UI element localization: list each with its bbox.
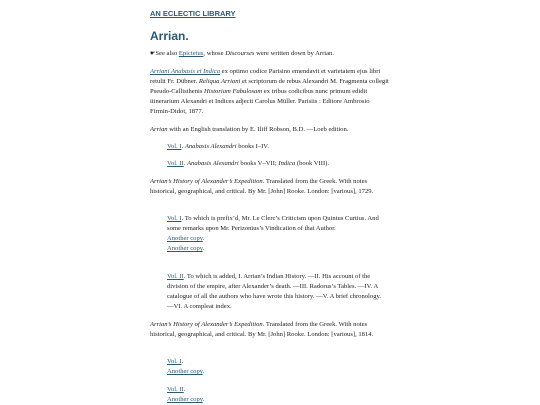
another-copy-link[interactable]: Another copy: [167, 245, 203, 252]
entry1-italic-1: Reliqua Arriani: [198, 78, 241, 85]
rooke-1814-vol-2-copy: Another copy.: [167, 396, 205, 403]
loeb-entry: [150, 125, 390, 135]
entry1-text-2: et scriptorum de rebus Alexandri M. Fragmenta collegit Pseudo-Callisthenis: [150, 78, 389, 95]
rooke-1729-entry: [150, 177, 390, 197]
epictetus-link[interactable]: Epictetus: [178, 50, 204, 57]
loeb-vol-1-item: [167, 142, 387, 152]
anabasis-indica-link-text: Arriani Anabasis et Indica: [150, 68, 221, 75]
entry1-text-1: ex optimo codice Parisino emendavit et varietatem ejus libri retulit Fr. Dübner.: [150, 68, 381, 85]
another-copy-link[interactable]: Another copy: [167, 235, 203, 242]
see-also-suffix: were written down by Arrian.: [254, 50, 334, 57]
rooke-1814-vol-2-item: [167, 385, 387, 405]
loeb-vol-2-indica: Indica: [278, 160, 296, 167]
anabasis-indica-link[interactable]: [150, 68, 220, 75]
rooke-1814-vol-1-link[interactable]: Vol. I: [167, 358, 182, 365]
see-also-middle: , whose: [203, 50, 226, 57]
loeb-vol-2-books: books V–VII;: [238, 160, 279, 167]
another-copy-link[interactable]: Another copy: [167, 396, 203, 403]
rooke-1729-vol-1-copy-2: Another copy.: [167, 245, 205, 252]
loeb-vol-2-title: Anabasis Alexandri: [187, 160, 239, 167]
loeb-vol-1-title: Anabasis Alexandri: [184, 143, 237, 150]
rooke-1729-vol-1-desc: [167, 214, 387, 234]
rooke-1814-vol-2-link[interactable]: Vol. II: [167, 386, 184, 393]
loeb-text: with an English translation by E. Iliff Robson, B.D. —Loeb edition.: [167, 126, 349, 133]
rooke-1729-title: Arrian’s History of Alexander’s Expedition: [150, 178, 263, 185]
page-title: Arrian.: [150, 29, 189, 43]
rooke-1814-text: . Translated from the Greek. With notes historical, geographical, and critical. By Mr. [John] Rooke. London: [various], 1814.: [150, 321, 374, 338]
loeb-vol-2-item: [167, 159, 387, 169]
rooke-1729-text: . Translated from the Greek. With notes historical, geographical, and critical. By Mr. [John] Rooke. London: [various], 1729.: [150, 178, 374, 195]
rooke-1729-vol-2-item: [167, 272, 387, 312]
see-also-prefix: See also: [155, 50, 179, 57]
rooke-1814-vol-2-row: Vol. II.: [167, 386, 186, 393]
rooke-1729-vol-1-item: [167, 214, 387, 254]
site-home-link-text: AN ECLECTIC LIBRARY: [150, 9, 236, 18]
entry1-italic-2: Historiam Fabulosam: [204, 88, 263, 95]
rooke-1729-vol-2-link[interactable]: Vol. II: [167, 273, 184, 280]
anabasis-indica-entry: [150, 67, 390, 117]
rooke-1814-vol-1-item: [167, 357, 387, 377]
rooke-1814-vol-1-row: Vol. I.: [167, 358, 184, 365]
loeb-vol-2-link[interactable]: Vol. II: [167, 160, 184, 167]
loeb-vol-2-sep: .: [183, 160, 188, 167]
rooke-1814-vol-1-copy: Another copy.: [167, 368, 205, 375]
loeb-title: Arrian: [150, 126, 168, 133]
loeb-vol-1-link[interactable]: Vol. I: [167, 143, 182, 150]
loeb-vol-1-sep: .: [181, 143, 185, 150]
rooke-1729-vol-1-copy-1: Another copy.: [167, 235, 205, 242]
another-copy-link[interactable]: Another copy: [167, 368, 203, 375]
page-content: [150, 9, 390, 403]
rooke-1814-title: Arrian’s History of Alexander’s Expedition: [150, 321, 263, 328]
loeb-vol-2-book-viii: (book VIII).: [295, 160, 329, 167]
rooke-1729-vol-1-text: . To which is prefix’d, Mr. Le Clerc’s Criticism upon Quintus Curtius. And some remarks upon Mr. Perizonius’s Vindication of that Author.: [167, 215, 379, 232]
entry1-text-3: ex tribus codicibus nunc primum edidit itinerarium Alexandri et Indices adjecit Carolus Müller. Parisiis : Editore Ambrosio Firmin-Didot, 1877.: [150, 88, 370, 115]
discourses-title: Discourses: [225, 50, 255, 57]
see-also-note: [150, 49, 390, 59]
rooke-1729-vol-1-link[interactable]: Vol. I: [167, 215, 182, 222]
pointing-hand-icon: ☛: [150, 50, 156, 57]
site-home-link[interactable]: [150, 9, 390, 18]
rooke-1814-entry: [150, 320, 390, 340]
loeb-vol-1-books: books I–IV.: [236, 143, 269, 150]
rooke-1729-vol-2-text: . To which is added, I. Arrian’s Indian History. —II. His account of the division of the empire, after Alexander’s death. —III. Radorus’s Tables. —IV. A catalogue of all the authors who have wrote this history. —V. A brief chronology. —VI. A compleat index.: [167, 273, 382, 310]
